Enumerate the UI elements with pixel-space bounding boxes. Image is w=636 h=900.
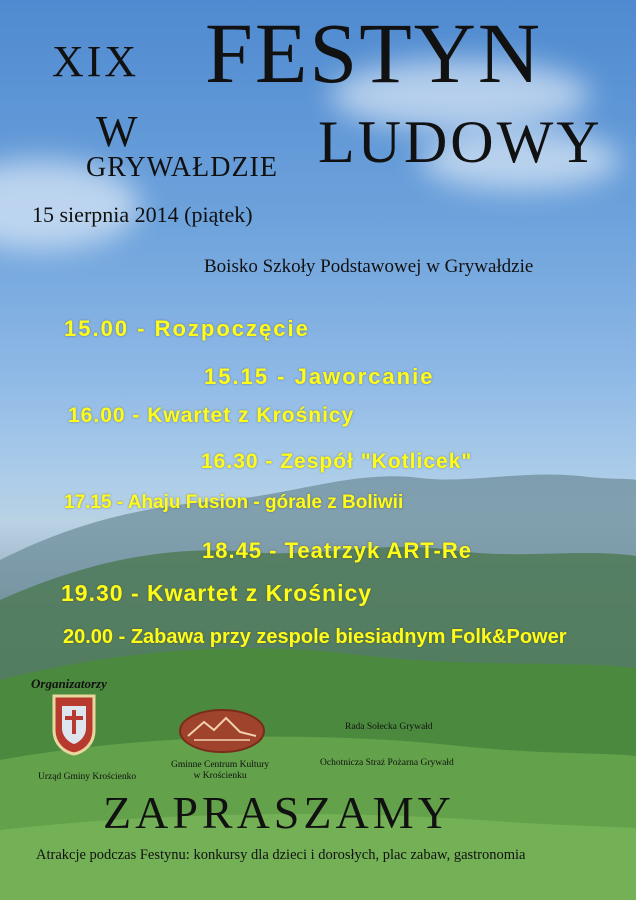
program-item: 15.15 - Jaworcanie <box>204 364 435 389</box>
program-item: 17.15 - Ahaju Fusion - górale z Boliwii <box>64 492 404 513</box>
attractions-note: Atrakcje podczas Festynu: konkursy dla dzieci i dorosłych, plac zabaw, gastronomia <box>36 847 526 863</box>
edition-label: XIX <box>52 37 140 86</box>
program-item: 18.45 - Teatrzyk ART-Re <box>202 538 472 563</box>
program-item: 19.30 - Kwartet z Krośnicy <box>61 580 373 606</box>
title-main: FESTYN <box>205 5 542 101</box>
municipality-crest-icon <box>50 692 98 756</box>
organizers-heading: Organizatorzy <box>31 676 107 691</box>
village-name: GRYWAŁDZIE <box>86 152 278 183</box>
program-item: 16.30 - Zespół "Kotlicek" <box>201 450 473 473</box>
culture-centre-logo-icon <box>178 708 266 754</box>
invitation-heading: ZAPRASZAMY <box>103 787 455 838</box>
organizer-culture-centre-line2: w Krościenku <box>193 771 247 782</box>
event-venue: Boisko Szkoły Podstawowej w Grywałdzie <box>204 256 534 277</box>
organizer-municipality: Urząd Gminy Krościenko <box>38 772 137 782</box>
event-date: 15 sierpnia 2014 (piątek) <box>32 202 253 227</box>
organizer-culture-centre <box>171 760 269 783</box>
organizer-village-council: Rada Sołecka Grywałd <box>345 722 433 732</box>
organizer-culture-centre-line1: Gminne Centrum Kultury <box>171 760 270 770</box>
program-item: 15.00 - Rozpoczęcie <box>64 316 310 341</box>
program-item: 20.00 - Zabawa przy zespole biesiadnym Folk&Power <box>63 626 567 648</box>
title-preposition: W <box>96 107 138 156</box>
title-sub: LUDOWY <box>318 109 603 175</box>
organizer-fire-brigade: Ochotnicza Straż Pożarna Grywałd <box>320 758 454 768</box>
program-item: 16.00 - Kwartet z Krośnicy <box>68 404 355 427</box>
